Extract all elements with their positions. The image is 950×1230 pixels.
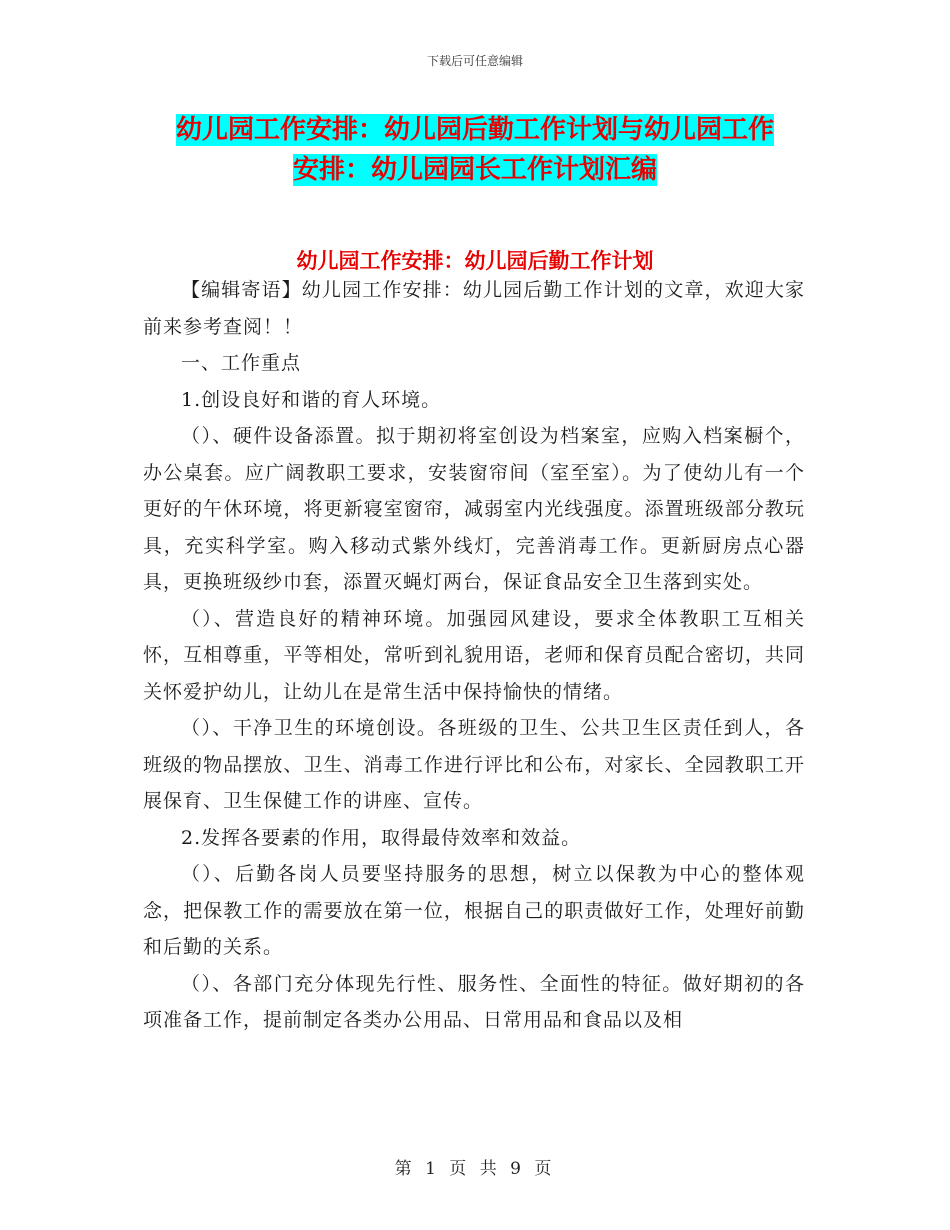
paragraph-editor-note: 【编辑寄语】幼儿园工作安排：幼儿园后勤工作计划的文章，欢迎大家前来参考查阅！！ <box>143 279 805 338</box>
paragraph: （）、营造良好的精神环境。加强园风建设，要求全体教职工互相关怀，互相尊重，平等相处，常听到礼貌用语，老师和保育员配合密切，共同关怀爱护幼儿，让幼儿在是常生活中保持愉快的情绪。 <box>143 607 805 703</box>
page-footer: 第 1 页 共 9 页 <box>394 1159 556 1179</box>
page-header: 下载后可任意编辑 <box>426 54 523 68</box>
title-line-2: 安排：幼儿园园长工作计划汇编 <box>292 155 657 185</box>
paragraph-item-2: 2.发挥各要素的作用，取得最侍效率和效益。 <box>181 826 582 849</box>
document-body <box>143 272 805 1039</box>
paragraph: （）、硬件设备添置。拟于期初将室创设为档案室，应购入档案橱个，办公桌套。应广阔教职工要求，安装窗帘间（室至室）。为了使幼儿有一个更好的午休环境，将更新寝室窗帘，减弱室内光线强度。添置班级部分教玩具，充实科学室。购入移动式紫外线灯，完善消毒工作。更新厨房点心器具，更换班级纱巾套，添置灭蝇灯两台，保证食品安全卫生落到实处。 <box>143 425 805 593</box>
paragraph: （）、各部门充分体现先行性、服务性、全面性的特征。做好期初的各项准备工作，提前制定各类办公用品、日常用品和食品以及相 <box>143 972 805 1031</box>
paragraph: （）、后勤各岗人员要坚持服务的思想，树立以保教为中心的整体观念，把保教工作的需要放在第一位，根据自己的职责做好工作，处理好前勤和后勤的关系。 <box>143 863 805 958</box>
title-line-1: 幼儿园工作安排：幼儿园后勤工作计划与幼儿园工作 <box>175 115 774 145</box>
paragraph: （）、干净卫生的环境创设。各班级的卫生、公共卫生区责任到人，各班级的物品摆放、卫生、消毒工作进行评比和公布，对家长、全园教职工开展保育、卫生保健工作的讲座、宣传。 <box>143 717 805 812</box>
document-title <box>140 110 810 190</box>
paragraph-item-1: 1.创设良好和谐的育人环境。 <box>181 388 442 411</box>
section-title: 幼儿园工作安排：幼儿园后勤工作计划 <box>296 249 654 273</box>
paragraph-heading-work-focus: 一、工作重点 <box>181 352 302 374</box>
